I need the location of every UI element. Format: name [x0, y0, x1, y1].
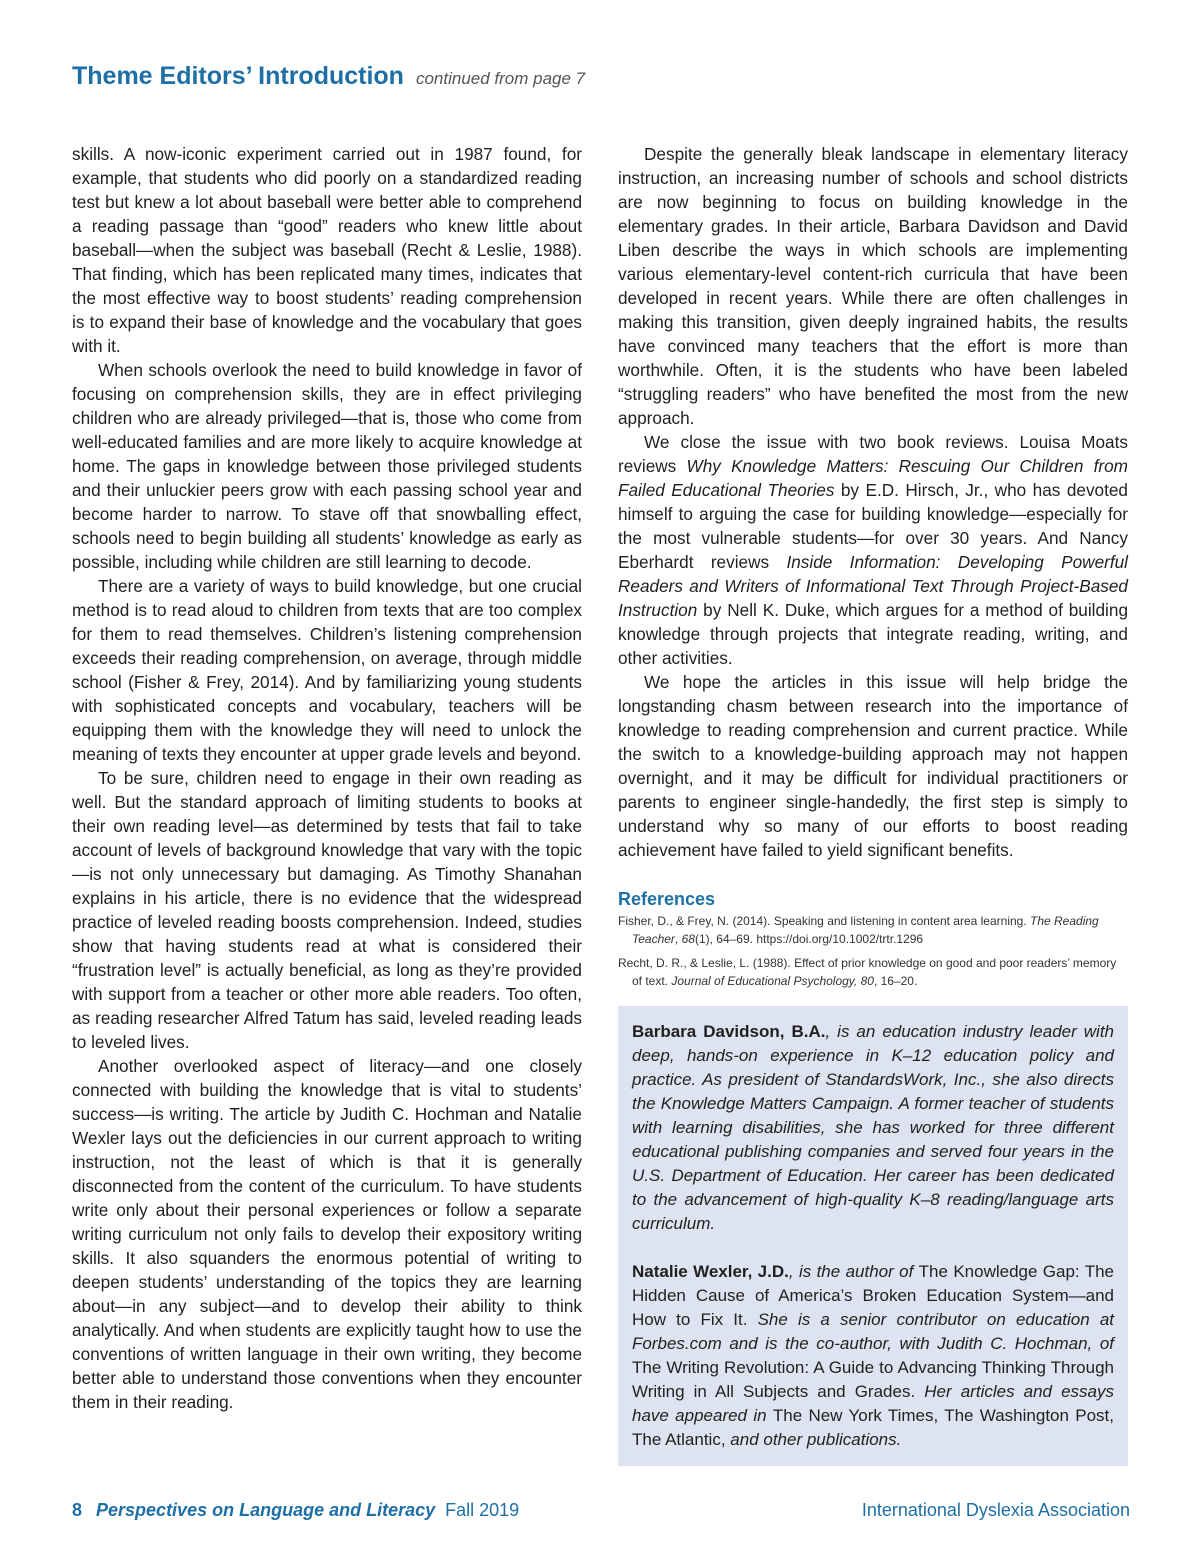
- text-run: We close the issue with two book reviews. Louisa Moats reviews: [618, 432, 1128, 476]
- journal-name: The Reading Teacher: [632, 914, 1099, 946]
- body-paragraph: Despite the generally bleak landscape in elementary literacy instruction, an increasing number of schools and school districts are now beginning to focus on building knowledge in the elementary grades. In their article, Barbara Davidson and David Liben describe the ways in which schools are implementing various elementary-level content-rich curricula that have been developed in recent years. While there are often challenges in making this transition, given deeply ingrained habits, the results have convinced many teachers that the effort is more than worthwhile. Often, it is the students who have been labeled “struggling readers” who have benefited the most from the new approach.: [618, 144, 1128, 428]
- page-number: 8: [72, 1500, 83, 1520]
- footer-left: [72, 1500, 519, 1521]
- author-bio: [632, 1260, 1114, 1452]
- text-run: Recht, D. R., & Leslie, L. (1988). Effect of prior knowledge on good and poor readers’ memory of text.: [618, 956, 1117, 988]
- bio-text: She is a senior contributor on education at Forbes.com and is the co-author, with Judith C. Hochman, of: [632, 1310, 1115, 1353]
- author-bio: [632, 1020, 1114, 1236]
- body-paragraph: We hope the articles in this issue will help bridge the longstanding chasm between research into the importance of knowledge to reading comprehension and current practice. While the switch to a knowledge-building approach may not happen overnight, and it may be difficult for individual practitioners or parents to engineer single-handedly, the first step is simply to understand why so many of our efforts to boost reading achievement have failed to yield significant benefits.: [618, 672, 1128, 860]
- text-run: by Nell K. Duke, which argues for a method of building knowledge through projects that integrate reading, writing, and other activities.: [618, 600, 1128, 668]
- body-paragraph: To be sure, children need to engage in their own reading as well. But the standard approach of limiting students to books at their own reading level—as determined by tests that fail to take account of levels of background knowledge that vary with the topic—is not only unnecessary but damaging. As Timothy Shanahan explains in his article, there is no evidence that the widespread practice of leveled reading boosts comprehension. Indeed, studies show that having students read at what is considered their “frustration level” is actually beneficial, as long as they’re provided with support from a teacher or other more able readers. Too often, as reading researcher Alfred Tatum has said, leveled reading leads to leveled lives.: [72, 768, 582, 1052]
- book-title: The Knowledge Gap: The Hidden Cause of America’s Broken Education System—and How to Fix It.: [632, 1262, 1114, 1329]
- publisher-name: International Dyslexia Association: [861, 1500, 1130, 1520]
- page-footer: [72, 1500, 1130, 1526]
- body-paragraph: There are a variety of ways to build knowledge, but one crucial method is to read aloud to children from texts that are too complex for them to read themselves. Children’s listening comprehension exceeds their reading comprehension, on average, through middle school (Fisher & Frey, 2014). And by familiarizing young students with sophisticated concepts and vocabulary, teachers will be equipping them with the knowledge they will need to unlock the meaning of texts they encounter at upper grade levels and beyond.: [72, 576, 582, 764]
- section-title: Theme Editors’ Introduction: [72, 62, 404, 90]
- volume: 68: [681, 932, 695, 946]
- bio-text: , is an education industry leader with deep, hands-on experience in K–12 education policy and practice. As president of StandardsWork, Inc., she also directs the Knowledge Matters Campaign. A former teacher of students with learning disabilities, she has worked for three different educational publishing companies and served four years in the U.S. Department of Education. Her career has been dedicated to the advancement of high-quality K–8 reading/language arts curriculum.: [632, 1022, 1114, 1233]
- right-column: [618, 142, 1128, 1466]
- book-title: Inside Information: Developing Powerful Readers and Writers of Informational Text Through Project-Based Instruction: [618, 552, 1128, 620]
- issue-label: Fall 2019: [445, 1500, 520, 1520]
- author-name: Natalie Wexler, J.D.: [632, 1262, 789, 1281]
- reference-item: [618, 912, 1128, 948]
- reference-item: [618, 954, 1128, 990]
- left-column: [72, 142, 582, 1414]
- text-run: ,: [674, 932, 682, 946]
- book-title: The Writing Revolution: A Guide to Advancing Thinking Through Writing in All Subjects and Grades.: [632, 1358, 1114, 1401]
- author-bio-box: [618, 1006, 1128, 1466]
- text-run: by E.D. Hirsch, Jr., who has devoted himself to arguing the case for building knowledge—especially for the most vulnerable students—for over 30 years. And Nancy Eberhardt reviews: [618, 480, 1128, 572]
- author-name: Barbara Davidson, B.A.: [632, 1022, 826, 1041]
- text-run: , 16–20.: [873, 974, 918, 988]
- bio-text: Her articles and essays have appeared in: [632, 1382, 1114, 1425]
- body-paragraph: skills. A now-iconic experiment carried out in 1987 found, for example, that students who did poorly on a standardized reading test but knew a lot about baseball were better able to comprehend a reading passage than “good” readers who knew little about baseball—when the subject was baseball (Recht & Leslie, 1988). That finding, which has been replicated many times, indicates that the most effective way to boost students’ reading comprehension is to expand their base of knowledge and the vocabulary that goes with it.: [72, 144, 582, 356]
- text-run: Fisher, D., & Frey, N. (2014). Speaking and listening in content area learning.: [618, 914, 1030, 928]
- book-title: Why Knowledge Matters: Rescuing Our Children from Failed Educational Theories: [618, 456, 1128, 500]
- page-header: [72, 62, 585, 91]
- bio-text: and other publications.: [725, 1430, 902, 1449]
- continued-note: continued from page 7: [415, 69, 586, 88]
- bio-text: , is the author of: [788, 1262, 919, 1281]
- body-paragraph: [618, 430, 1128, 670]
- body-paragraph: Another overlooked aspect of literacy—and one closely connected with building the knowledge that is vital to students’ success—is writing. The article by Judith C. Hochman and Natalie Wexler lays out the deficiencies in our current approach to writing instruction, not the least of which is that it is generally disconnected from the content of the curriculum. To have students write only about their personal experiences or follow a separate writing curriculum not only fails to develop their expository writing skills. It also squanders the enormous potential of writing to deepen students’ understanding of the topics they are learning about—in any subject—and to develop their ability to think analytically. And when students are explicitly taught how to use the conventions of written language in their own writing, they become better able to understand those conventions when they encounter them in their reading.: [72, 1056, 582, 1412]
- journal-name: Journal of Educational Psychology, 80: [671, 974, 874, 988]
- body-paragraph: When schools overlook the need to build knowledge in favor of focusing on comprehension skills, they are in effect privileging children who are already privileged—that is, those who come from well-educated families and are more likely to acquire knowledge at home. The gaps in knowledge between those privileged students and their unluckier peers grow with each passing school year and become harder to narrow. To stave off that snowballing effect, schools need to begin building all students’ knowledge as early as possible, including while children are still learning to decode.: [72, 360, 582, 572]
- text-run: (1), 64–69. https://doi.org/10.1002/trtr.1296: [694, 932, 924, 946]
- references-heading: References: [618, 889, 716, 909]
- publication-names: The New York Times, The Washington Post, The Atlantic,: [632, 1406, 1114, 1449]
- journal-name: Perspectives on Language and Literacy: [96, 1500, 436, 1520]
